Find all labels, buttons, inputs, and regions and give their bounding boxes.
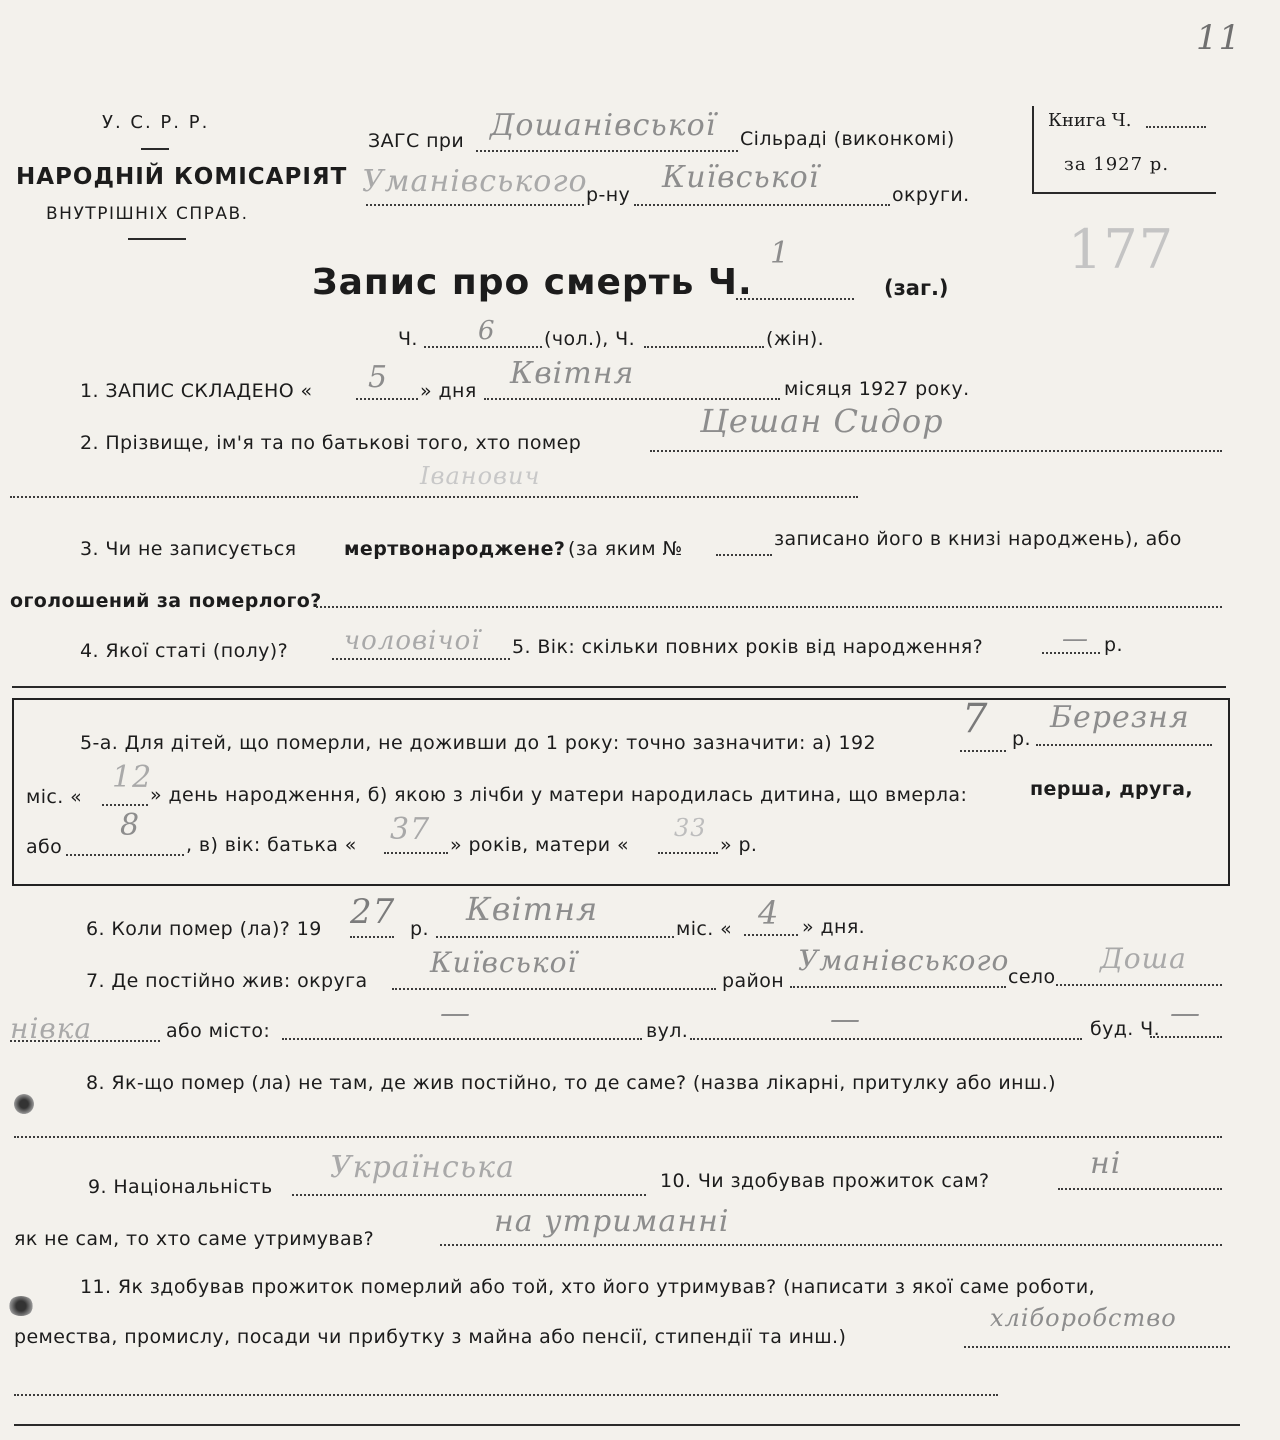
field-6-month-line <box>436 936 674 938</box>
field-7-raion-handwriting: Уманівського <box>798 944 1010 977</box>
count-male-prefix: Ч. <box>398 328 418 350</box>
field-5a-order-line <box>66 854 184 856</box>
field-4-handwriting: чоловічої <box>344 626 481 656</box>
department-label: ВНУТРІШНІХ СПРАВ. <box>46 204 249 224</box>
field-11-line2: ремества, промислу, посади чи прибутку з майна або пенсії, стипендії та инш.) <box>14 1326 847 1348</box>
field-9-label: 9. Національність <box>88 1176 273 1198</box>
field-5a-mother-handwriting: 33 <box>674 814 707 842</box>
field-4-line <box>332 658 510 660</box>
field-5a-bold: перша, друга, <box>1030 778 1193 800</box>
field-2-handwriting-line2: Іванович <box>420 462 541 490</box>
field-7-selo-line-2 <box>10 1040 160 1042</box>
field-3-line2-bold: оголошений за померлого? <box>10 590 322 612</box>
field-7-bud: буд. Ч. <box>1090 1018 1161 1040</box>
field-10-handwriting: ні <box>1090 1146 1122 1181</box>
field-6-month-handwriting: Квітня <box>466 890 599 928</box>
field-8-line <box>14 1136 1222 1138</box>
header-divider-top <box>141 148 169 150</box>
record-title: Запис про смерть Ч. <box>312 262 753 303</box>
field-7-selo-line <box>1056 984 1222 986</box>
field-5-suffix: р. <box>1104 634 1123 656</box>
field-11-label: 11. Як здобував прожиток померлий або той, хто його утримував? (написати з якої саме роботи, <box>80 1276 1096 1298</box>
field-5a-line3a: , в) вік: батька « <box>186 834 357 856</box>
field-6-year-handwriting: 27 <box>350 892 396 932</box>
field-3-bold: мертвонароджене? <box>344 538 566 560</box>
okrug-label: округи. <box>892 184 970 206</box>
bottom-rule <box>14 1424 1240 1426</box>
field-11-line-2 <box>14 1394 998 1396</box>
record-number-handwriting: 1 <box>770 236 791 271</box>
field-7-misto: або місто: <box>166 1020 271 1042</box>
binding-hole <box>8 1296 34 1316</box>
field-7-okrug-handwriting: Київської <box>430 946 578 979</box>
field-3-number-line <box>716 554 772 556</box>
field-5a-year-handwriting: 7 <box>962 696 989 742</box>
commissariat-label: НАРОДНІЙ КОМІСАРІЯТ <box>16 164 348 190</box>
field-5a-abo: або <box>26 836 63 858</box>
zags-suffix: Сільраді (виконкомі) <box>740 128 955 150</box>
field-6-year-line <box>350 936 394 938</box>
header-divider-bottom <box>128 238 186 240</box>
field-1-month-line <box>484 398 780 400</box>
field-7-selo-handwriting-line2: нівка <box>10 1012 93 1045</box>
field-5a-day-line <box>102 804 148 806</box>
field-10b-label: як не сам, то хто саме утримував? <box>14 1228 375 1250</box>
record-title-suffix: (заг.) <box>884 276 949 300</box>
book-year: за 1927 р. <box>1064 154 1170 175</box>
field-1-day-suffix: » дня <box>420 380 477 402</box>
binding-hole <box>14 1094 34 1114</box>
field-1-label: 1. ЗАПИС СКЛАДЕНО « <box>80 380 313 402</box>
book-number-line <box>1146 126 1206 128</box>
section-5a-top-rule <box>12 686 1226 688</box>
field-3-label: 3. Чи не записується <box>80 538 297 560</box>
zags-line <box>476 150 738 152</box>
field-2-line <box>650 450 1222 452</box>
field-7-misto-handwriting: — <box>440 996 471 1031</box>
field-2-label: 2. Прізвище, ім'я та по батькові того, хто помер <box>80 432 582 454</box>
field-3-line-2 <box>316 606 1222 608</box>
field-7-bud-line <box>1150 1036 1222 1038</box>
field-7-bud-handwriting: — <box>1170 996 1201 1031</box>
field-4-label: 4. Якої статі (полу)? <box>80 640 289 662</box>
field-6-day-handwriting: 4 <box>758 894 780 932</box>
field-1-day-handwriting: 5 <box>368 360 389 395</box>
zags-prefix: ЗАГС при <box>368 130 465 152</box>
field-1-suffix: місяця 1927 року. <box>784 378 970 400</box>
field-7-raion: район <box>722 970 785 992</box>
field-10-label: 10. Чи здобував прожиток сам? <box>660 1170 990 1192</box>
field-7-selo: село <box>1008 966 1056 988</box>
field-5-handwriting: — <box>1062 624 1089 654</box>
field-5a-line2: » день народження, б) якою з лічби у матери народилась дитина, що вмерла: <box>150 784 968 806</box>
field-3-mid: (за яким № <box>568 538 683 560</box>
field-7-label: 7. Де постійно жив: округа <box>86 970 368 992</box>
field-5a-line3c: » р. <box>720 834 758 856</box>
field-5a-year-line <box>960 750 1006 752</box>
field-5a-father-handwriting: 37 <box>390 812 431 847</box>
field-6-label: 6. Коли помер (ла)? 19 <box>86 918 322 940</box>
male-count-line <box>424 346 542 348</box>
field-7-misto-line <box>282 1038 642 1040</box>
count-male-label: (чол.), Ч. <box>544 328 636 350</box>
field-7-vul: вул. <box>646 1020 689 1042</box>
okrug-handwriting: Київської <box>662 160 820 195</box>
okrug-line <box>634 204 890 206</box>
field-7-raion-line <box>790 986 1006 988</box>
field-10-line <box>1058 1188 1222 1190</box>
field-5a-month-line <box>1036 744 1212 746</box>
record-number-line <box>736 298 854 300</box>
stamp-number: 177 <box>1068 218 1175 281</box>
field-5a-line3b: » років, матери « <box>450 834 629 856</box>
male-count-handwriting: 6 <box>478 316 496 346</box>
field-3-end: записано його в книзі народжень), або <box>774 528 1182 550</box>
book-box-left <box>1032 106 1034 194</box>
field-10b-line <box>440 1244 1222 1246</box>
field-5-label: 5. Вік: скільки повних років від народження? <box>512 636 984 658</box>
field-7-selo-handwriting: Доша <box>1100 942 1187 975</box>
field-5a-mother-line <box>658 852 718 854</box>
field-5a-order-handwriting: 8 <box>120 808 141 843</box>
republic-label: У. С. Р. Р. <box>102 112 210 133</box>
district-line <box>366 204 584 206</box>
field-9-handwriting: Українська <box>330 1150 515 1185</box>
field-1-day-line <box>356 398 418 400</box>
book-box-bottom <box>1032 192 1216 194</box>
district-handwriting: Уманівського <box>362 164 588 199</box>
zags-handwriting: Дошанівської <box>490 108 717 143</box>
corner-mark: 11 <box>1196 18 1242 58</box>
field-6-r: р. <box>410 918 429 940</box>
field-5a-label: 5-а. Для дітей, що померли, не доживши до 1 року: точно зазначити: а) 192 <box>80 732 877 754</box>
field-6-mis: міс. « <box>676 918 733 940</box>
field-5a-r: р. <box>1012 728 1031 750</box>
field-5a-mis: міс. « <box>26 786 83 808</box>
field-7-vul-line <box>690 1038 1082 1040</box>
field-9-line <box>292 1194 646 1196</box>
field-1-month-handwriting: Квітня <box>510 356 635 391</box>
female-count-line <box>644 346 764 348</box>
field-5a-father-line <box>384 852 448 854</box>
book-label: Книга Ч. <box>1048 110 1132 131</box>
field-5a-month-handwriting: Березня <box>1050 700 1190 735</box>
field-7-okrug-line <box>392 988 716 990</box>
field-7-vul-handwriting: — <box>830 1002 861 1037</box>
field-10b-handwriting: на утриманні <box>494 1204 730 1239</box>
field-6-suffix: » дня. <box>802 916 866 938</box>
field-2-line-2 <box>10 496 858 498</box>
field-11-handwriting: хліборобство <box>990 1304 1177 1332</box>
field-6-day-line <box>744 934 798 936</box>
field-2-handwriting: Цешан Сидор <box>700 402 944 440</box>
district-label: р-ну <box>586 184 631 206</box>
count-female-label: (жін). <box>766 328 825 350</box>
field-8-label: 8. Як-що помер (ла) не там, де жив постійно, то де саме? (назва лікарні, притулку або инш.) <box>86 1072 1056 1094</box>
field-11-line <box>964 1346 1230 1348</box>
field-5a-day-handwriting: 12 <box>112 760 153 795</box>
